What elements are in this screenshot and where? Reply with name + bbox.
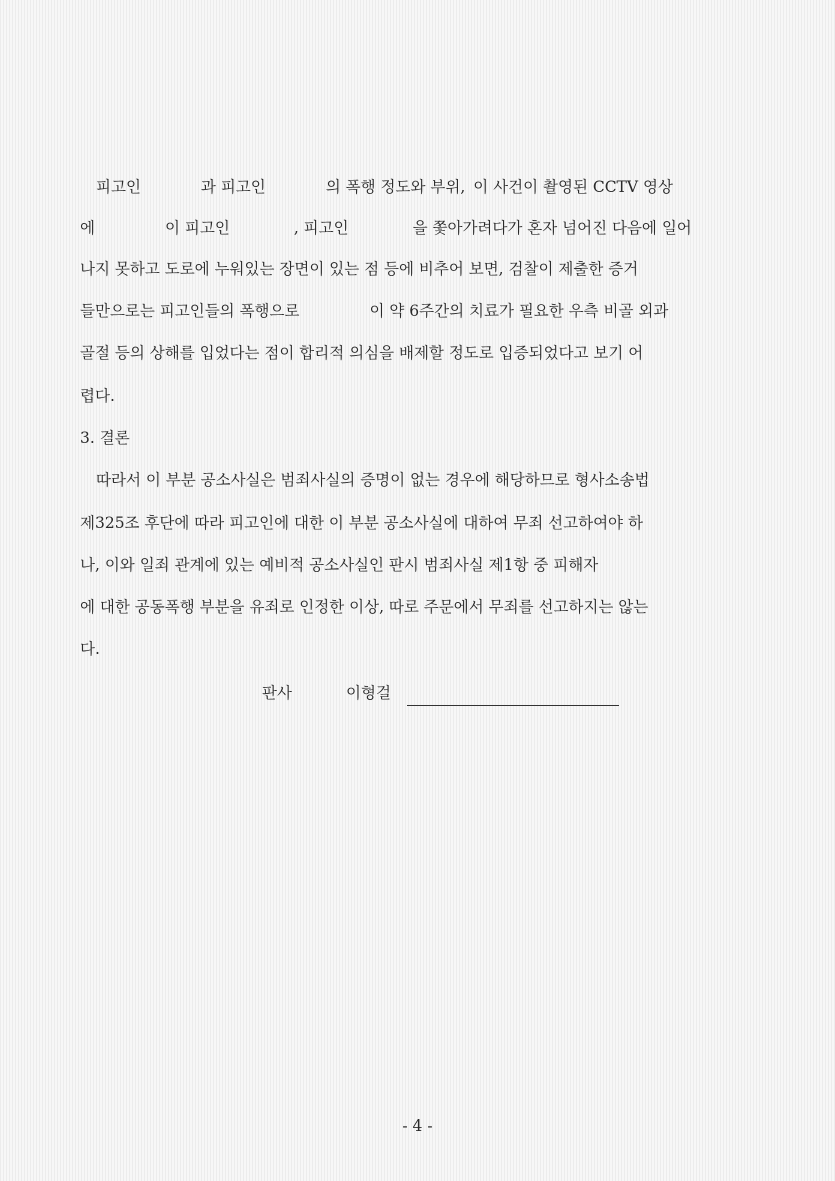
- page-number: - 4 -: [402, 1117, 433, 1135]
- section3-line2: [80, 510, 756, 536]
- text-segment: , 피고인: [293, 219, 349, 237]
- text-segment: 나지 못하고 도로에 누워있는 장면이 있는 점 등에 비추어 보면, 검찰이 제출한 증거: [80, 260, 639, 278]
- paragraph1-line5: [80, 340, 756, 366]
- text-segment: 을 쫓아가려다가 혼자 넘어진 다음에 일어: [412, 219, 692, 237]
- section-heading: 3. 결론: [80, 429, 130, 447]
- paragraph1-line4: [80, 298, 756, 324]
- paragraph1-line1: [96, 174, 756, 200]
- judge-name: 이형걸: [346, 684, 391, 702]
- section3-line4: [80, 594, 756, 620]
- signature-line: [407, 687, 619, 706]
- paragraph1-line6: [80, 383, 756, 409]
- text-segment: 따라서 이 부분 공소사실은 범죄사실의 증명이 없는 경우에 해당하므로 형사소송법: [96, 471, 650, 489]
- paragraph1-line2: [80, 215, 756, 241]
- paragraph1-line3: [80, 256, 756, 282]
- text-segment: 골절 등의 상해를 입었다는 점이 합리적 의심을 배제할 정도로 입증되었다고 보기 어: [80, 344, 644, 362]
- section3-line3: [80, 552, 756, 578]
- text-segment: 의 폭행 정도와 부위,: [325, 178, 466, 196]
- text-segment: 에: [80, 219, 95, 237]
- text-segment: 렵다.: [80, 387, 115, 405]
- text-segment: 이 피고인: [164, 219, 230, 237]
- text-segment: 피고인: [96, 178, 141, 196]
- text-segment: 이 사건이 촬영된 CCTV 영상: [473, 178, 673, 196]
- text-segment: 다.: [80, 640, 100, 658]
- text-segment: 제325조 후단에 따라 피고인에 대한 이 부분 공소사실에 대하여 무죄 선고하여야 하: [80, 514, 643, 532]
- text-segment: 과 피고인: [200, 178, 266, 196]
- section3-line5: [80, 636, 756, 662]
- judge-signature-block: [262, 680, 619, 706]
- text-segment: 에 대한 공동폭행 부분을 유죄로 인정한 이상, 따로 주문에서 무죄를 선고하지는 않는: [80, 598, 649, 616]
- judge-title: 판사: [262, 684, 292, 702]
- text-segment: 이 약 6주간의 치료가 필요한 우측 비골 외과: [369, 302, 669, 320]
- text-segment: 들만으로는 피고인들의 폭행으로: [80, 302, 300, 320]
- text-segment: 나, 이와 일죄 관계에 있는 예비적 공소사실인 판시 범죄사실 제1항 중 피해자: [80, 556, 599, 574]
- section3-line1: [96, 467, 756, 493]
